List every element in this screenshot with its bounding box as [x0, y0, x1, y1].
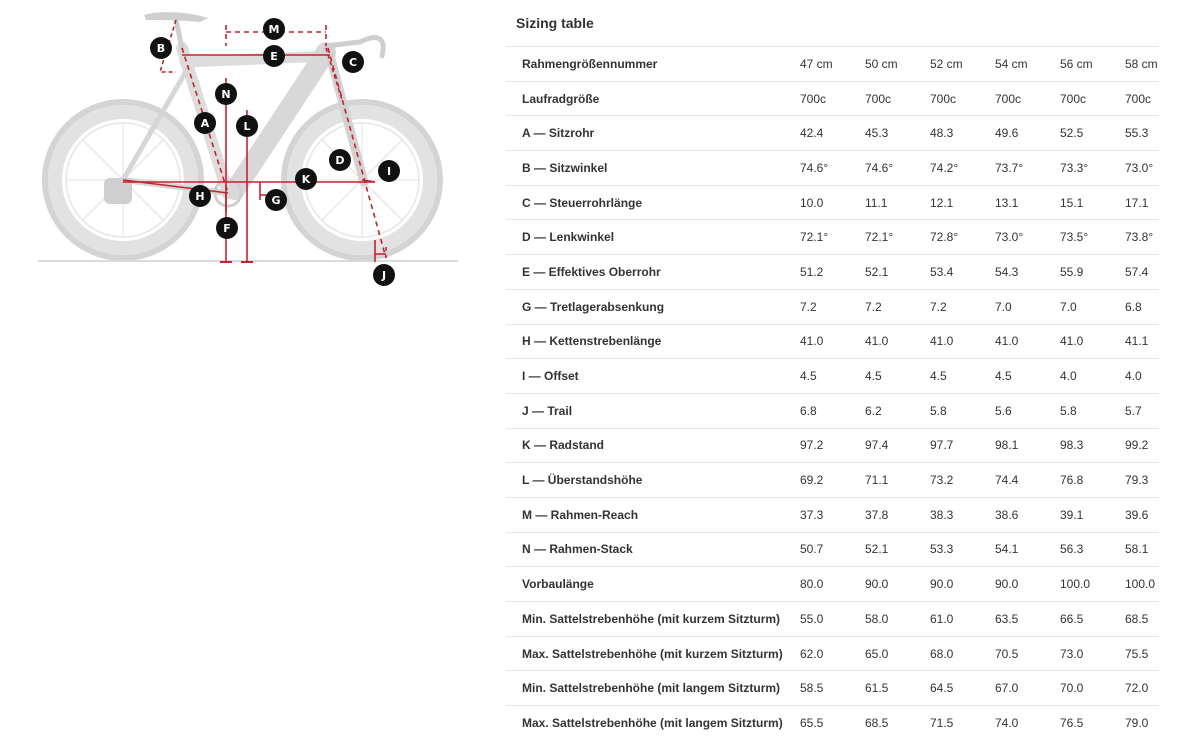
table-cell: 37.8	[865, 497, 930, 532]
table-cell: 90.0	[930, 567, 995, 602]
svg-text:G: G	[271, 194, 281, 207]
table-cell: 41.0	[865, 324, 930, 359]
table-cell: 63.5	[995, 602, 1060, 637]
table-cell: 97.2	[800, 428, 865, 463]
table-cell: 90.0	[995, 567, 1060, 602]
row-label: G — Tretlagerabsenkung	[506, 289, 800, 324]
table-cell: 73.0°	[995, 220, 1060, 255]
table-cell: 73.3°	[1060, 151, 1125, 186]
table-row	[506, 359, 1159, 394]
table-row	[506, 463, 1159, 498]
svg-text:D: D	[335, 154, 345, 167]
table-row	[506, 185, 1159, 220]
table-cell: 41.0	[1060, 324, 1125, 359]
table-cell: 69.2	[800, 463, 865, 498]
table-cell: 70.5	[995, 636, 1060, 671]
table-cell: 38.6	[995, 497, 1060, 532]
marker-g	[265, 189, 287, 211]
table-cell: 66.5	[1060, 602, 1125, 637]
table-cell: 72.8°	[930, 220, 995, 255]
table-cell: 4.0	[1060, 359, 1125, 394]
table-row	[506, 602, 1159, 637]
table-cell: 58 cm	[1125, 47, 1159, 82]
table-cell: 4.5	[865, 359, 930, 394]
sizing-table-title: Sizing table	[516, 15, 594, 31]
bike-geometry-svg	[30, 0, 470, 300]
marker-a	[194, 112, 216, 134]
table-cell: 100.0	[1060, 567, 1125, 602]
table-cell: 700c	[865, 81, 930, 116]
table-cell: 12.1	[930, 185, 995, 220]
marker-n	[215, 83, 237, 105]
table-cell: 13.1	[995, 185, 1060, 220]
svg-text:M: M	[268, 23, 280, 36]
row-label: K — Radstand	[506, 428, 800, 463]
svg-text:C: C	[348, 56, 358, 69]
bike-geometry-diagram	[30, 0, 470, 300]
table-cell: 65.0	[865, 636, 930, 671]
table-cell: 72.0	[1125, 671, 1159, 706]
table-cell: 57.4	[1125, 255, 1159, 290]
table-cell: 7.0	[995, 289, 1060, 324]
table-cell: 79.3	[1125, 463, 1159, 498]
row-label: A — Sitzrohr	[506, 116, 800, 151]
table-cell: 74.6°	[800, 151, 865, 186]
svg-text:L: L	[243, 120, 251, 133]
row-label: Max. Sattelstrebenhöhe (mit kurzem Sitzturm)	[506, 636, 800, 671]
marker-b	[150, 37, 172, 59]
table-row	[506, 671, 1159, 706]
table-cell: 79.0	[1125, 706, 1159, 740]
table-cell: 73.0	[1060, 636, 1125, 671]
table-row	[506, 81, 1159, 116]
table-cell: 6.8	[800, 393, 865, 428]
row-label: Vorbaulänge	[506, 567, 800, 602]
marker-i	[378, 160, 400, 182]
table-cell: 7.2	[930, 289, 995, 324]
table-cell: 74.0	[995, 706, 1060, 740]
table-cell: 54.1	[995, 532, 1060, 567]
row-label: C — Steuerrohrlänge	[506, 185, 800, 220]
table-cell: 74.2°	[930, 151, 995, 186]
table-cell: 41.1	[1125, 324, 1159, 359]
table-cell: 37.3	[800, 497, 865, 532]
marker-e	[263, 45, 285, 67]
svg-text:H: H	[195, 190, 205, 203]
table-cell: 10.0	[800, 185, 865, 220]
marker-l	[236, 115, 258, 137]
table-cell: 53.4	[930, 255, 995, 290]
table-row	[506, 116, 1159, 151]
table-row	[506, 220, 1159, 255]
table-cell: 64.5	[930, 671, 995, 706]
table-cell: 52.5	[1060, 116, 1125, 151]
table-row	[506, 151, 1159, 186]
table-cell: 51.2	[800, 255, 865, 290]
svg-text:J: J	[381, 269, 387, 282]
row-label: J — Trail	[506, 393, 800, 428]
table-cell: 50 cm	[865, 47, 930, 82]
row-label: Min. Sattelstrebenhöhe (mit kurzem Sitzturm)	[506, 602, 800, 637]
table-cell: 68.5	[865, 706, 930, 740]
table-cell: 80.0	[800, 567, 865, 602]
marker-d	[329, 149, 351, 171]
table-cell: 99.2	[1125, 428, 1159, 463]
row-label: D — Lenkwinkel	[506, 220, 800, 255]
table-cell: 41.0	[995, 324, 1060, 359]
table-cell: 15.1	[1060, 185, 1125, 220]
table-cell: 90.0	[865, 567, 930, 602]
table-cell: 98.1	[995, 428, 1060, 463]
table-cell: 68.0	[930, 636, 995, 671]
table-cell: 56 cm	[1060, 47, 1125, 82]
row-label: I — Offset	[506, 359, 800, 394]
row-label: N — Rahmen-Stack	[506, 532, 800, 567]
table-cell: 98.3	[1060, 428, 1125, 463]
table-cell: 58.1	[1125, 532, 1159, 567]
table-row	[506, 567, 1159, 602]
table-row	[506, 393, 1159, 428]
table-cell: 39.6	[1125, 497, 1159, 532]
marker-j	[373, 264, 395, 286]
table-cell: 55.0	[800, 602, 865, 637]
table-cell: 67.0	[995, 671, 1060, 706]
table-cell: 4.0	[1125, 359, 1159, 394]
row-label: H — Kettenstrebenlänge	[506, 324, 800, 359]
row-label: Max. Sattelstrebenhöhe (mit langem Sitzturm)	[506, 706, 800, 740]
table-cell: 97.4	[865, 428, 930, 463]
table-row	[506, 255, 1159, 290]
marker-k	[295, 168, 317, 190]
table-cell: 4.5	[930, 359, 995, 394]
table-cell: 41.0	[800, 324, 865, 359]
table-cell: 71.1	[865, 463, 930, 498]
table-cell: 6.8	[1125, 289, 1159, 324]
table-cell: 58.0	[865, 602, 930, 637]
table-cell: 61.0	[930, 602, 995, 637]
table-row	[506, 428, 1159, 463]
svg-text:K: K	[301, 173, 311, 186]
row-label: Min. Sattelstrebenhöhe (mit langem Sitzturm)	[506, 671, 800, 706]
table-cell: 65.5	[800, 706, 865, 740]
table-cell: 5.8	[930, 393, 995, 428]
table-cell: 100.0	[1125, 567, 1159, 602]
table-cell: 71.5	[930, 706, 995, 740]
table-cell: 74.4	[995, 463, 1060, 498]
table-cell: 73.2	[930, 463, 995, 498]
table-cell: 97.7	[930, 428, 995, 463]
table-cell: 73.5°	[1060, 220, 1125, 255]
table-cell: 4.5	[995, 359, 1060, 394]
table-cell: 11.1	[865, 185, 930, 220]
table-cell: 7.0	[1060, 289, 1125, 324]
table-cell: 45.3	[865, 116, 930, 151]
row-label: L — Überstandshöhe	[506, 463, 800, 498]
marker-c	[342, 51, 364, 73]
table-cell: 49.6	[995, 116, 1060, 151]
table-cell: 700c	[1060, 81, 1125, 116]
svg-text:B: B	[156, 42, 166, 55]
table-cell: 17.1	[1125, 185, 1159, 220]
table-cell: 700c	[1125, 81, 1159, 116]
marker-m	[263, 18, 285, 40]
table-cell: 76.5	[1060, 706, 1125, 740]
table-row	[506, 324, 1159, 359]
table-cell: 39.1	[1060, 497, 1125, 532]
table-cell: 50.7	[800, 532, 865, 567]
table-cell: 5.8	[1060, 393, 1125, 428]
table-cell: 54 cm	[995, 47, 1060, 82]
table-row	[506, 47, 1159, 82]
sizing-table-body	[506, 47, 1159, 740]
table-cell: 72.1°	[800, 220, 865, 255]
table-cell: 76.8	[1060, 463, 1125, 498]
table-cell: 58.5	[800, 671, 865, 706]
table-cell: 52.1	[865, 255, 930, 290]
table-cell: 700c	[930, 81, 995, 116]
table-cell: 5.7	[1125, 393, 1159, 428]
table-row	[506, 289, 1159, 324]
table-cell: 55.3	[1125, 116, 1159, 151]
table-cell: 52.1	[865, 532, 930, 567]
row-label: B — Sitzwinkel	[506, 151, 800, 186]
table-cell: 62.0	[800, 636, 865, 671]
table-row	[506, 497, 1159, 532]
table-cell: 73.0°	[1125, 151, 1159, 186]
svg-text:A: A	[200, 117, 210, 130]
table-cell: 5.6	[995, 393, 1060, 428]
marker-h	[189, 185, 211, 207]
row-label: Laufradgröße	[506, 81, 800, 116]
svg-text:I: I	[386, 165, 392, 178]
table-row	[506, 532, 1159, 567]
row-label: Rahmengrößennummer	[506, 47, 800, 82]
table-cell: 55.9	[1060, 255, 1125, 290]
table-cell: 73.8°	[1125, 220, 1159, 255]
table-cell: 68.5	[1125, 602, 1159, 637]
table-cell: 700c	[800, 81, 865, 116]
table-cell: 42.4	[800, 116, 865, 151]
table-cell: 73.7°	[995, 151, 1060, 186]
svg-text:N: N	[221, 88, 231, 101]
svg-text:E: E	[270, 50, 278, 63]
sizing-table	[506, 46, 1159, 740]
row-label: M — Rahmen-Reach	[506, 497, 800, 532]
table-cell: 75.5	[1125, 636, 1159, 671]
row-label: E — Effektives Oberrohr	[506, 255, 800, 290]
table-row	[506, 636, 1159, 671]
marker-f	[216, 217, 238, 239]
table-cell: 4.5	[800, 359, 865, 394]
svg-text:F: F	[223, 222, 231, 235]
table-cell: 54.3	[995, 255, 1060, 290]
table-cell: 52 cm	[930, 47, 995, 82]
table-cell: 7.2	[800, 289, 865, 324]
table-cell: 6.2	[865, 393, 930, 428]
table-cell: 61.5	[865, 671, 930, 706]
table-cell: 7.2	[865, 289, 930, 324]
table-cell: 41.0	[930, 324, 995, 359]
table-cell: 48.3	[930, 116, 995, 151]
table-cell: 47 cm	[800, 47, 865, 82]
table-cell: 38.3	[930, 497, 995, 532]
table-cell: 72.1°	[865, 220, 930, 255]
table-cell: 700c	[995, 81, 1060, 116]
table-cell: 56.3	[1060, 532, 1125, 567]
table-cell: 53.3	[930, 532, 995, 567]
sizing-table-section	[506, 0, 1159, 740]
table-cell: 74.6°	[865, 151, 930, 186]
table-cell: 70.0	[1060, 671, 1125, 706]
